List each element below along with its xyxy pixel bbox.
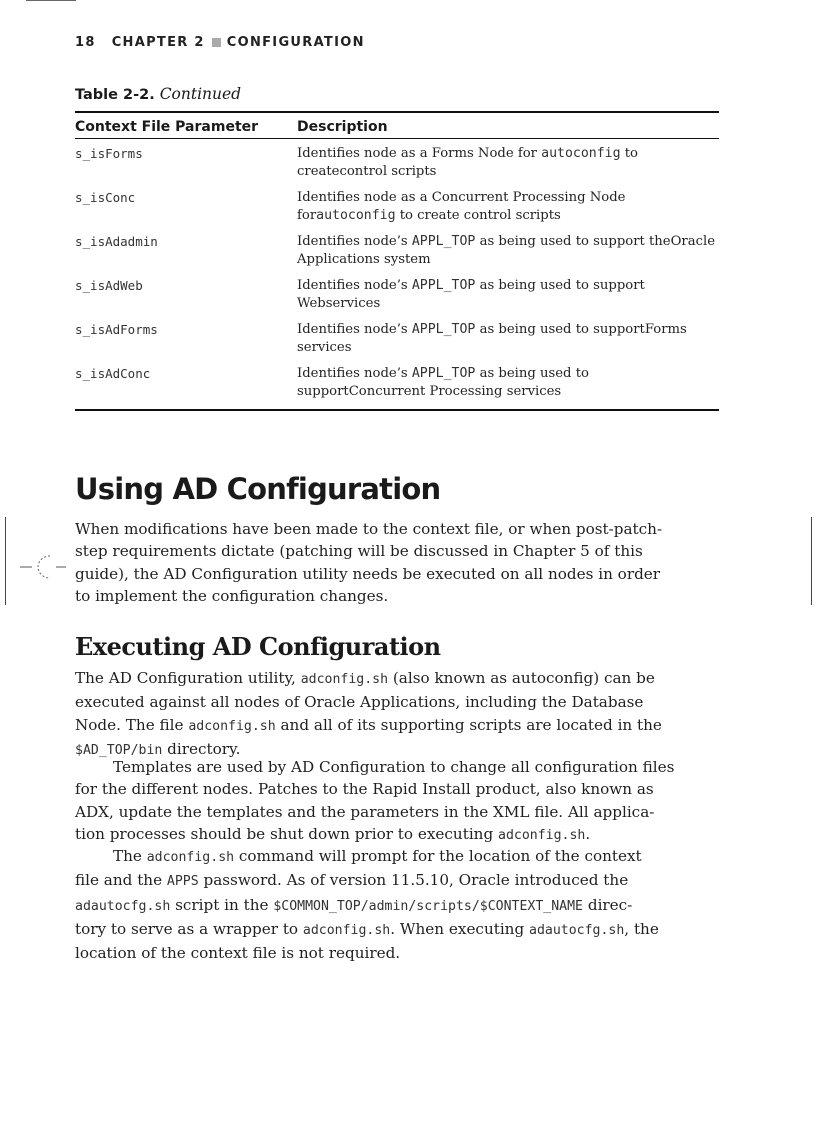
body-paragraph-1 xyxy=(75,667,723,762)
code-fragment: adconfig.sh xyxy=(498,827,586,843)
text-fragment: Forms services xyxy=(297,322,687,355)
description-cell xyxy=(297,189,719,227)
parameter-cell: s_isConc xyxy=(75,190,136,205)
code-fragment: $COMMON_TOP/admin/scripts/$CONTEXT_NAME xyxy=(273,898,584,914)
text-fragment: Templates are used by AD Configuration to change all configuration files xyxy=(113,758,675,776)
code-fragment: adconfig.sh xyxy=(146,850,235,865)
top-crop-rule xyxy=(26,0,76,1)
text-fragment: , the xyxy=(624,919,659,938)
text-line xyxy=(75,778,723,800)
text-line xyxy=(75,563,723,585)
text-fragment: step requirements dictate (patching will be discussed in Chapter 5 of this xyxy=(75,542,643,561)
table-header-row xyxy=(75,113,719,139)
body-paragraph-2 xyxy=(75,756,723,847)
text-fragment: . xyxy=(585,824,591,843)
description-cell xyxy=(297,365,719,409)
table-row xyxy=(75,227,719,271)
left-margin-mark xyxy=(5,517,6,605)
text-fragment: as being used to support Web xyxy=(297,278,645,311)
table-row xyxy=(75,183,719,227)
text-fragment: to implement the configuration changes. xyxy=(75,586,389,605)
header-parameter: Context File Parameter xyxy=(75,119,259,135)
text-fragment: as being used to support the xyxy=(475,234,671,249)
text-fragment: script in the xyxy=(170,895,274,914)
text-fragment: location of the context file is not required. xyxy=(75,944,401,963)
subsection-heading: Executing AD Configuration xyxy=(75,632,441,661)
parameter-cell: s_isAdWeb xyxy=(75,278,143,293)
page-number: 18 xyxy=(75,35,96,50)
separator-square-icon xyxy=(212,38,221,47)
code-fragment: APPS xyxy=(166,874,199,890)
text-line xyxy=(75,801,723,823)
text-fragment: Concurrent Processing services xyxy=(348,383,562,399)
text-fragment: file and the xyxy=(75,871,167,890)
text-fragment: Identifies node’s xyxy=(297,366,412,381)
binding-hole-icon xyxy=(20,552,66,582)
text-line xyxy=(297,234,671,249)
table-caption-suffix: Continued xyxy=(159,85,242,103)
section-label: CONFIGURATION xyxy=(226,35,365,50)
code-fragment: adconfig.sh xyxy=(300,672,389,687)
text-fragment: Node. The file xyxy=(75,715,189,734)
text-line xyxy=(75,942,723,964)
text-line xyxy=(349,384,562,399)
text-line xyxy=(75,894,723,918)
parameter-cell: s_isAdConc xyxy=(75,366,151,381)
text-fragment: tory to serve as a wrapper to xyxy=(75,919,303,938)
description-cell xyxy=(297,233,719,271)
text-fragment: . When executing xyxy=(390,919,530,938)
parameter-cell: s_isAdadmin xyxy=(75,234,158,249)
text-line xyxy=(75,845,723,869)
text-fragment: services xyxy=(325,295,381,311)
text-fragment: Identifies node’s xyxy=(297,234,412,249)
text-fragment: Identifies node as a Forms Node for xyxy=(297,146,542,161)
intro-paragraph xyxy=(75,518,723,607)
text-fragment: guide), the AD Configuration utility needs be executed on all nodes in order xyxy=(75,564,661,583)
text-fragment: as being used to support xyxy=(297,366,589,399)
text-line xyxy=(75,714,723,738)
table-caption-label: Table 2-2. xyxy=(75,87,155,103)
running-head xyxy=(75,35,365,50)
text-fragment: Oracle Applications system xyxy=(297,234,715,267)
table-row xyxy=(75,359,719,409)
parameter-cell: s_isAdForms xyxy=(75,322,158,337)
text-fragment: directory. xyxy=(162,739,241,758)
code-fragment: APPL_TOP xyxy=(411,322,476,337)
table-body xyxy=(75,139,719,409)
text-fragment: control scripts xyxy=(339,163,437,179)
code-fragment: APPL_TOP xyxy=(411,278,476,293)
chapter-label: CHAPTER 2 xyxy=(111,35,205,50)
text-line xyxy=(326,296,381,311)
text-fragment: for the different nodes. Patches to the Rapid Install product, also known as xyxy=(75,780,654,799)
text-line xyxy=(339,164,436,179)
description-cell xyxy=(297,277,719,315)
text-fragment: and all of its supporting scripts are located in the xyxy=(275,715,662,734)
body-paragraph-3 xyxy=(75,845,723,964)
code-fragment: adconfig.sh xyxy=(302,922,391,938)
text-fragment: tion processes should be shut down prior to executing xyxy=(75,824,499,843)
text-fragment: password. As of version 11.5.10, Oracle introduced the xyxy=(198,871,629,890)
text-fragment: When modifications have been made to the context file, or when post-patch- xyxy=(75,520,663,538)
text-line xyxy=(75,540,723,562)
table-row xyxy=(75,139,719,183)
code-fragment: $AD_TOP/bin xyxy=(75,742,163,758)
table-row xyxy=(75,315,719,359)
text-fragment: to create control scripts xyxy=(395,207,561,223)
text-fragment: ADX, update the templates and the parameters in the XML file. All applica- xyxy=(75,802,655,821)
description-cell xyxy=(297,321,719,359)
code-fragment: APPL_TOP xyxy=(411,234,476,249)
section-heading: Using AD Configuration xyxy=(75,472,441,506)
text-fragment: The xyxy=(113,847,147,865)
text-line xyxy=(75,869,723,893)
text-fragment: (also known as autoconfig) can be xyxy=(388,669,655,687)
code-fragment: autoconfig xyxy=(316,207,396,223)
text-fragment: to create xyxy=(297,146,638,179)
text-line xyxy=(297,322,645,337)
text-line xyxy=(75,585,723,607)
text-line xyxy=(75,691,723,713)
parameter-table xyxy=(75,111,719,411)
text-fragment: direc- xyxy=(583,895,633,914)
right-margin-mark xyxy=(811,517,812,605)
text-line xyxy=(75,518,723,540)
table-row xyxy=(75,271,719,315)
parameter-cell: s_isForms xyxy=(75,146,143,161)
text-line xyxy=(316,208,561,223)
code-fragment: adautocfg.sh xyxy=(529,922,625,938)
text-fragment: executed against all nodes of Oracle Applications, including the Database xyxy=(75,693,644,712)
text-line xyxy=(75,667,723,691)
text-fragment: command will prompt for the location of the context xyxy=(234,847,642,865)
code-fragment: adconfig.sh xyxy=(188,718,276,734)
code-fragment: autoconfig xyxy=(541,146,621,161)
header-description: Description xyxy=(297,119,388,135)
code-fragment: APPL_TOP xyxy=(411,366,476,381)
text-fragment: as being used to support xyxy=(475,322,645,337)
text-line xyxy=(75,918,723,942)
text-fragment: Identifies node’s xyxy=(297,322,412,337)
code-fragment: adautocfg.sh xyxy=(75,898,171,914)
text-line xyxy=(75,756,723,778)
text-fragment: Identifies node as a Concurrent Processing Node for xyxy=(297,190,626,223)
description-cell xyxy=(297,145,719,183)
text-fragment: The AD Configuration utility, xyxy=(75,669,301,687)
table-caption xyxy=(75,85,241,103)
text-line xyxy=(75,823,723,847)
text-fragment: Identifies node’s xyxy=(297,278,412,293)
